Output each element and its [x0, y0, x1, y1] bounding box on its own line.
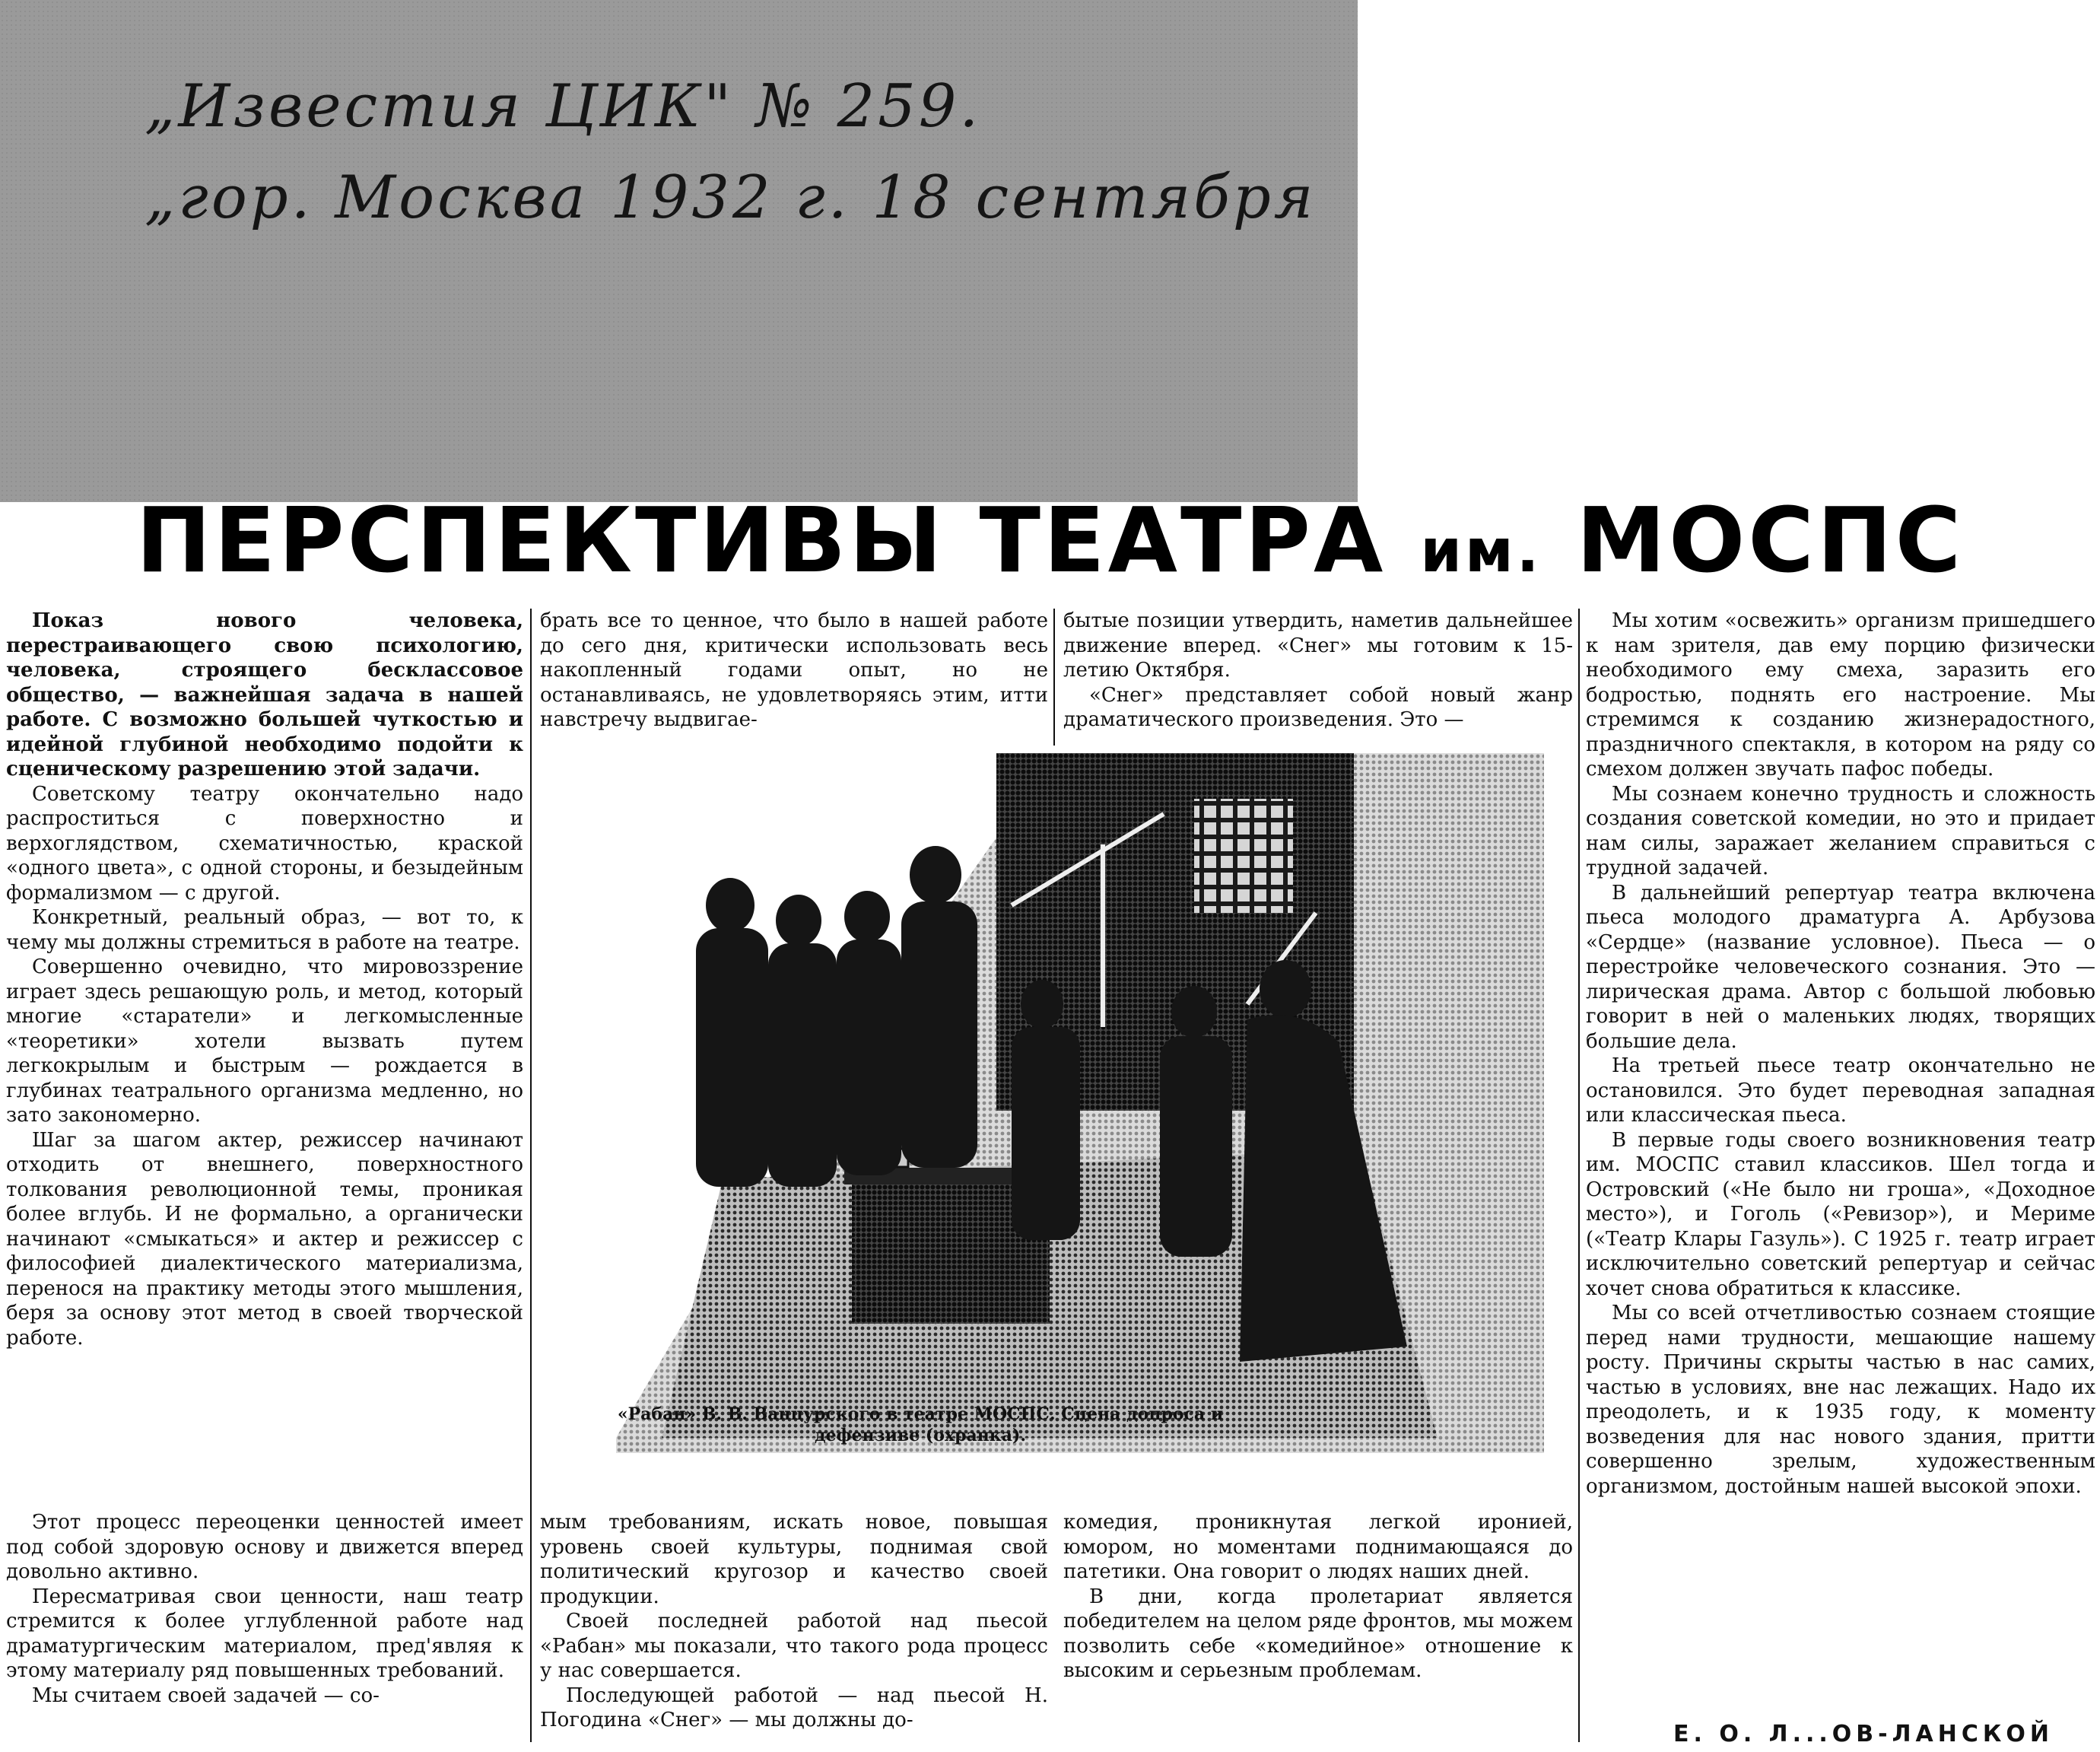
article-column-3	[1063, 609, 1573, 731]
article-column-1-continued	[6, 1510, 523, 1750]
column-rule	[530, 609, 532, 1742]
article-column-1	[6, 609, 523, 1483]
column-rule	[1578, 609, 1580, 1742]
article-column-2-continued	[540, 1510, 1048, 1750]
paragraph: Своей последней работой над пьесой «Рабан» мы показали, что такого рода процесс у нас совершается.	[540, 1610, 1048, 1682]
author-signature: Е. О. Л...ОВ-ЛАНСКОЙ	[1673, 1721, 2054, 1747]
handwritten-note-line-1: „Известия ЦИК" № 259.	[145, 72, 982, 141]
paragraph: Этот процесс переоценки ценностей имеет под собой здоровую основу и движется вперед довольно активно.	[6, 1511, 523, 1583]
paragraph: Конкретный, реальный образ, — вот то, к чему мы должны стремиться в работе на театре.	[6, 906, 523, 954]
paragraph	[6, 609, 523, 782]
article-column-2	[540, 609, 1048, 731]
column-rule	[1053, 609, 1055, 746]
headline-tail: МОСПС	[1576, 488, 1965, 593]
photo-caption: «Рабан» В. В. Ванцурского в театре МОСПС. Сцена допроса и дефензиве (охранка).	[617, 1404, 1224, 1445]
stage-photo-image	[616, 753, 1544, 1453]
paragraph: Пересматривая свои ценности, наш театр стремится к более углубленной работе над драматургическим материалом, пред'являя к этому материалу ряд повышенных требований.	[6, 1585, 523, 1682]
paragraph: Последующей работой — над пьесой Н. Погодина «Снег» — мы должны до-	[540, 1684, 1048, 1731]
handwritten-note	[0, 0, 1358, 502]
paragraph: «Снег» представляет собой новый жанр драматического произведения. Это —	[1063, 683, 1573, 731]
headline-small: им.	[1420, 517, 1542, 586]
article-column-4	[1586, 609, 2095, 1715]
paragraph: В первые годы своего возникновения театр им. МОСПС ставил классиков. Шел тогда и Островский («Не было ни гроша», «Доходное место»), и Гоголь («Ревизор»), и Мериме («Театр Клары Газуль»). С 1925 г. театр играет исключительно советский репертуар и сейчас хочет снова обратиться к классике.	[1586, 1128, 2095, 1300]
stage-photo	[616, 753, 1544, 1453]
article-headline	[0, 487, 2100, 593]
paragraph: В дальнейший репертуар театра включена пьеса молодого драматурга А. Арбузова «Сердце» (название условное). Пьеса — о перестройке человеческого сознания. Это — лирическая драма. Автор с большой любовью говорит в ней о маленьких людях, творящих большие дела.	[1586, 881, 2095, 1053]
paragraph: Совершенно очевидно, что мировоззрение играет здесь решающую роль, и метод, который многие «старатели» и легкомысленные «теоретики» хотели вызвать путем легкокрылым и быстрым — рождается в глубинах театрального организма медленно, но зато закономерно.	[6, 955, 523, 1127]
paragraph: бытые позиции утвердить, наметив дальнейшее движение вперед. «Снег» мы готовим к 15-летию Октября.	[1063, 609, 1573, 682]
handwritten-note-line-2: „гор. Москва 1932 г. 18 сентября	[145, 164, 1317, 232]
paragraph: В дни, когда пролетариат является победителем на целом ряде фронтов, мы можем позволить себе «комедийное» отношение к высоким и серьезным проблемам.	[1063, 1585, 1573, 1682]
paragraph: брать все то ценное, что было в нашей работе до сего дня, критически использовать весь накопленный годами опыт, но не останавливаясь, не удовлетворяясь этим, итти навстречу выдвигае-	[540, 609, 1048, 731]
headline-main: ПЕРСПЕКТИВЫ ТЕАТРА	[135, 488, 1387, 593]
paragraph: Мы сознаем конечно трудность и сложность создания советской комедии, но это и придает нам силы, заражает желанием справиться с трудной задачей.	[1586, 782, 2095, 879]
paragraph: мым требованиям, искать новое, повышая уровень своей культуры, поднимая свой политический кругозор и качество своей продукции.	[540, 1511, 1048, 1608]
paragraph: Мы хотим «освежить» организм пришедшего к нам зрителя, дав ему порцию физически необходимого ему смеха, заразить его бодростью, поднять его настроение. Мы стремимся к созданию жизнерадостного, праздничного спектакля, в котором на ряду со смехом должен звучать пафос победы.	[1586, 609, 2095, 781]
paragraph: Мы со всей отчетливостью сознаем стоящие перед нами трудности, мешающие нашему росту. Причины скрыты частью в нас самих, частью в условиях, вне нас лежащих. Надо их преодолеть, и к 1935 году, к моменту возведения для нас нового здания, притти совершенно зрелым, художественным организмом, достойным нашей высокой эпохи.	[1586, 1302, 2095, 1498]
paragraph: Советскому театру окончательно надо распроститься с поверхностно и верхоглядством, схематичностью, краской «одного цвета», с одной стороны, и безыдейным формализмом — с другой.	[6, 782, 523, 905]
paragraph: На третьей пьесе театр окончательно не остановился. Это будет переводная западная или классическая пьеса.	[1586, 1054, 2095, 1127]
paragraph-text: Показ нового человека, перестраивающего свою психологию, человека, строящего бесклассовое общество, — важнейшая задача в нашей работе. С возможно большей чуткостью и идейной глубиной необходимо подойти к сценическому разрешению этой задачи.	[6, 609, 523, 781]
paragraph: комедия, проникнутая легкой иронией, юмором, но моментами поднимающаяся до патетики. Она говорит о людях наших дней.	[1063, 1511, 1573, 1583]
article-column-3-continued	[1063, 1510, 1573, 1750]
paragraph: Шаг за шагом актер, режиссер начинают отходить от внешнего, поверхностного толкования революционной темы, проникая более вглубь. И не формально, а органически начинают «смыкаться» и актер и режиссер с философией диалектического материализма, перенося на практику методы этого мышления, беря за основу этот метод в своей творческой работе.	[6, 1128, 523, 1350]
paragraph: Мы считаем своей задачей — со-	[32, 1684, 380, 1707]
